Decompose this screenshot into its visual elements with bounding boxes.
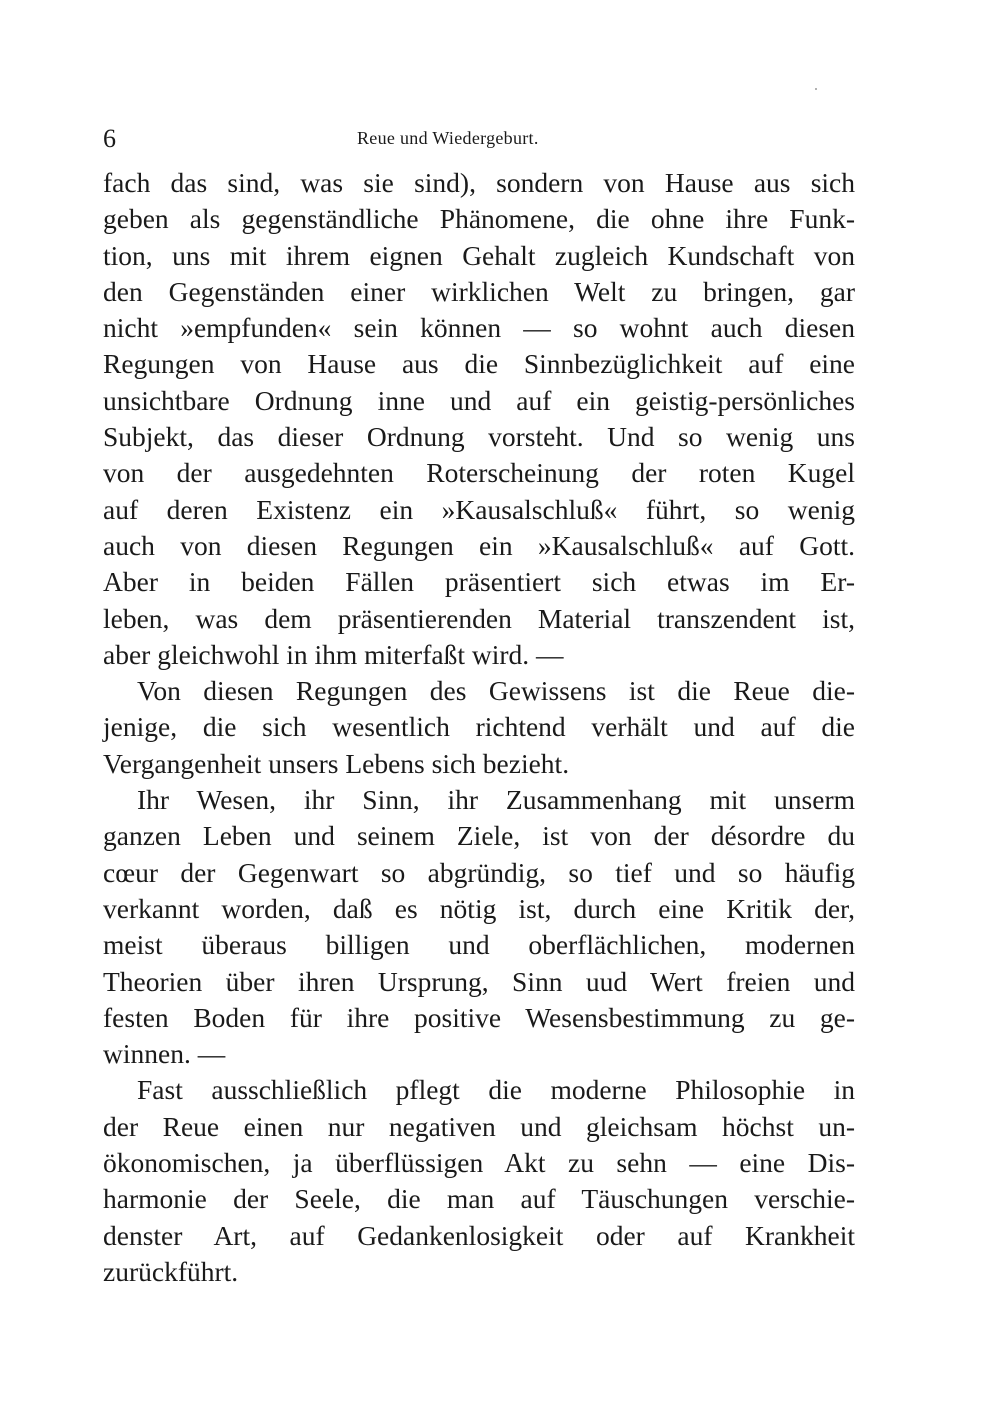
paragraph-2 <box>103 673 855 782</box>
text-line: zurückführt. <box>103 1255 239 1287</box>
text-line: winnen. — <box>103 1038 226 1070</box>
text-line: Theorien über ihren Ursprung, Sinn uud Wert freien und <box>103 965 855 997</box>
text-line: Vergangenheit unsers Lebens sich bezieht. <box>103 747 570 779</box>
text-line: meist überaus billigen und oberflächlichen, modernen <box>103 929 855 961</box>
text-line: fach das sind, was sie sind), sondern von Hause aus sich <box>103 167 855 198</box>
text-line: unsichtbare Ordnung inne und auf ein geistig-persönliches <box>103 384 855 416</box>
text-line: leben, was dem präsentierenden Material transzendent ist, <box>103 602 855 634</box>
text-line: ganzen Leben und seinem Ziele, ist von der désordre du <box>103 820 855 852</box>
text-line: ökonomischen, ja überflüssigen Akt zu sehn — eine Dis- <box>103 1147 855 1179</box>
text-line: von der ausgedehnten Roterscheinung der roten Kugel <box>103 457 855 489</box>
text-line: Regungen von Hause aus die Sinnbezüglichkeit auf eine <box>103 348 855 380</box>
text-line: Fast ausschließlich pflegt die moderne Philosophie in <box>137 1074 855 1106</box>
text-line: aber gleichwohl in ihm miterfaßt wird. — <box>103 638 564 670</box>
text-line: tion, uns mit ihrem eignen Gehalt zugleich Kundschaft von <box>103 239 855 271</box>
text-line: auch von diesen Regungen ein »Kausalschluß« auf Gott. <box>103 529 855 561</box>
text-line: denster Art, auf Gedankenlosigkeit oder auf Krankheit <box>103 1219 855 1251</box>
paragraph-1 <box>103 165 855 673</box>
running-title: Reue und Wiedergeburt. <box>357 128 539 148</box>
text-line: Aber in beiden Fällen präsentiert sich etwas im Er- <box>103 566 855 598</box>
paragraph-4 <box>103 1072 855 1290</box>
text-line: festen Boden für ihre positive Wesensbestimmung zu ge- <box>103 1001 855 1033</box>
text-line: Ihr Wesen, ihr Sinn, ihr Zusammenhang mit unserm <box>137 784 855 816</box>
text-line: Subjekt, das dieser Ordnung vorsteht. Und so wenig uns <box>103 421 855 453</box>
text-line: harmonie der Seele, die man auf Täuschungen verschie- <box>103 1183 855 1215</box>
text-line: auf deren Existenz ein »Kausalschluß« führt, so wenig <box>103 493 855 525</box>
scan-speck <box>815 88 817 90</box>
text-line: verkannt worden, daß es nötig ist, durch eine Kritik der, <box>103 892 855 924</box>
paragraph-3 <box>103 782 855 1072</box>
text-line: cœur der Gegenwart so abgründig, so tief und so häufig <box>103 856 855 888</box>
text-line: Von diesen Regungen des Gewissens ist die Reue die- <box>137 675 855 707</box>
text-line: den Gegenständen einer wirklichen Welt zu bringen, gar <box>103 275 855 307</box>
text-line: der Reue einen nur negativen und gleichsam höchst un- <box>103 1110 855 1142</box>
page-number: 6 <box>103 124 116 153</box>
body-text <box>103 165 855 1290</box>
text-line: geben als gegenständliche Phänomene, die ohne ihre Funk- <box>103 203 855 235</box>
text-line: jenige, die sich wesentlich richtend verhält und auf die <box>103 711 855 743</box>
text-line: nicht »empfunden« sein können — so wohnt auch diesen <box>103 312 855 344</box>
